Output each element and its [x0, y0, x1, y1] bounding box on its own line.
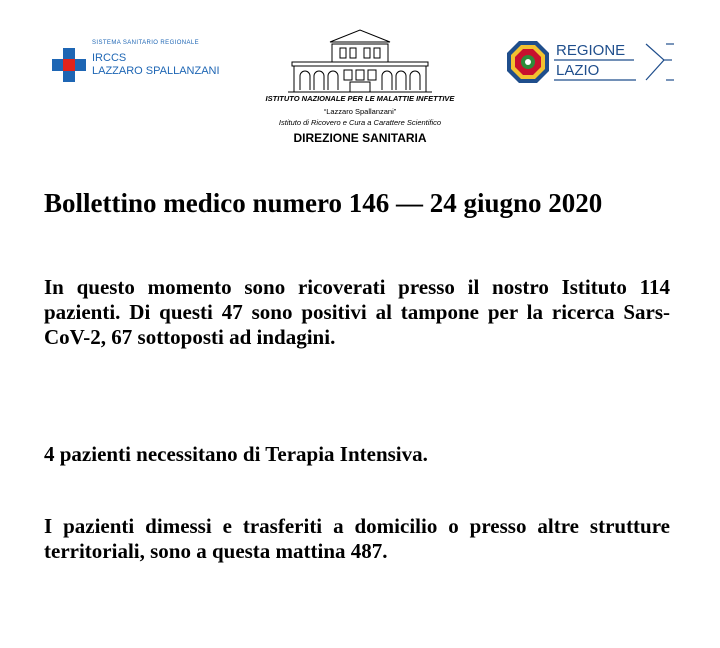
regione-lazio-logo: [506, 40, 676, 84]
logo-spallanzani-text: LAZZARO SPALLANZANI: [92, 65, 220, 77]
paragraph-discharged: I pazienti dimessi e trasferiti a domicilio o presso altre strutture territoriali, sono a questa mattina 487.: [44, 514, 670, 563]
letterhead: [0, 0, 720, 160]
logo-caption: SISTEMA SANITARIO REGIONALE: [92, 40, 200, 46]
paragraph-intensive-care: 4 pazienti necessitano di Terapia Intensiva.: [44, 442, 428, 466]
institute-header: [230, 28, 490, 158]
paragraph-admissions: In questo momento sono ricoverati presso il nostro Istituto 114 pazienti. Di questi 47 sono positivi al tampone per la ricerca Sars-CoV-2, 67 sottoposti ad indagini.: [44, 275, 670, 349]
institute-name: ISTITUTO NAZIONALE PER LE MALATTIE INFETTIVE: [265, 94, 455, 103]
spallanzani-logo: [52, 40, 242, 86]
logo-regione-text: REGIONE: [556, 42, 626, 59]
regione-lazio-emblem-icon: [506, 40, 550, 84]
building-icon: [288, 28, 432, 94]
logo-irccs-text: IRCCS: [92, 52, 127, 64]
department-name: DIREZIONE SANITARIA: [293, 131, 427, 145]
medical-cross-icon: [52, 48, 86, 82]
institute-quote: “Lazzaro Spallanzani”: [323, 107, 397, 116]
institute-description: Istituto di Ricovero e Cura a Carattere Scientifico: [278, 118, 442, 127]
bulletin-title: Bollettino medico numero 146 — 24 giugno 2020: [44, 188, 603, 218]
logo-lazio-text: LAZIO: [556, 62, 600, 79]
